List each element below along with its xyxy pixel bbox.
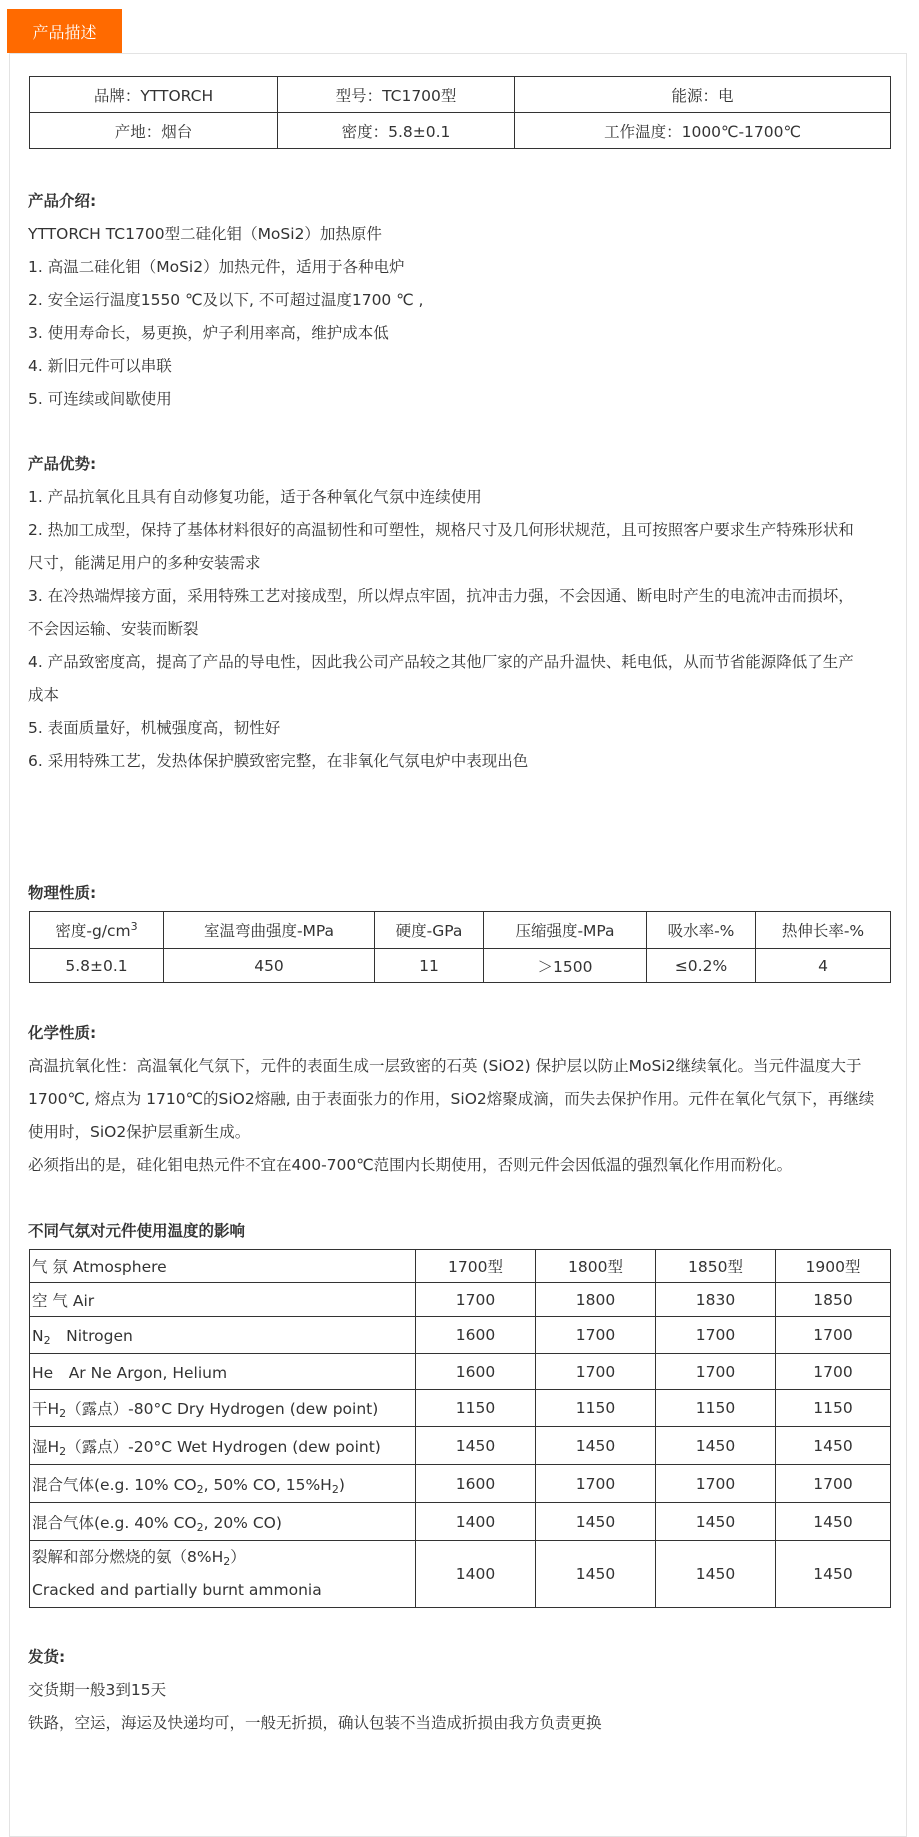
table-row — [30, 1354, 891, 1390]
shipping-title: 发货: — [28, 1648, 66, 1666]
spec-table — [29, 76, 891, 149]
col-bend-strength: 室温弯曲强度-MPa — [164, 912, 375, 949]
atmos-val: 1700 — [656, 1317, 776, 1354]
atmos-val: 1400 — [416, 1503, 536, 1541]
atmos-val: 1700 — [536, 1354, 656, 1390]
table-row — [30, 1283, 891, 1317]
col-hardness: 硬度-GPa — [375, 912, 484, 949]
table-row — [30, 1390, 891, 1427]
col-compressive: 压缩强度-MPa — [484, 912, 647, 949]
advantages-title: 产品优势: — [28, 455, 97, 473]
table-row — [30, 1465, 891, 1503]
atmos-val: 1850 — [776, 1283, 891, 1317]
advantages-line: 不会因运输、安装而断裂 — [28, 620, 199, 638]
atmos-header: 1900型 — [776, 1250, 891, 1283]
atmos-val: 1700 — [536, 1465, 656, 1503]
atmos-val: 1700 — [656, 1354, 776, 1390]
advantages-line: 4. 产品致密度高，提高了产品的导电性，因此我公司产品较之其他厂家的产品升温快、耗电低，从而节省能源降低了生产 — [28, 653, 854, 671]
advantages-line: 1. 产品抗氧化且具有自动修复功能，适于各种氧化气氛中连续使用 — [28, 488, 482, 506]
atmos-val: 1700 — [536, 1317, 656, 1354]
atmos-name: He Ar Ne Argon, Helium — [30, 1354, 416, 1390]
spec-brand: 品牌：YTTORCH — [30, 77, 278, 113]
advantages-line: 2. 热加工成型，保持了基体材料很好的高温韧性和可塑性，规格尺寸及几何形状规范，且可按照客户要求生产特殊形状和 — [28, 521, 854, 539]
spec-origin: 产地：烟台 — [30, 113, 278, 149]
atmos-val: 1450 — [536, 1427, 656, 1465]
atmos-val: 1830 — [656, 1283, 776, 1317]
atmos-val: 1450 — [776, 1427, 891, 1465]
spec-density: 密度：5.8±0.1 — [278, 113, 515, 149]
atmos-val: 1600 — [416, 1354, 536, 1390]
physical-table — [29, 911, 891, 983]
atmos-header: 1800型 — [536, 1250, 656, 1283]
tab-product-description[interactable]: 产品描述 — [7, 9, 122, 53]
atmos-name: 湿$H_2$（露点）-20°C Wet Hydrogen (dew point) — [30, 1427, 416, 1465]
atmos-val: 1700 — [776, 1465, 891, 1503]
atmos-val: 1800 — [536, 1283, 656, 1317]
atmos-val: 1700 — [776, 1317, 891, 1354]
intro-line: 4. 新旧元件可以串联 — [28, 357, 172, 375]
val-compressive: ＞1500 — [484, 949, 647, 983]
atmos-val: 1450 — [776, 1541, 891, 1608]
atmos-name: 干$H_2$（露点）-80°C Dry Hydrogen (dew point) — [30, 1390, 416, 1427]
chemical-title: 化学性质: — [28, 1024, 97, 1042]
physical-title: 物理性质: — [28, 884, 97, 902]
atmos-name: $N_2$ Nitrogen — [30, 1317, 416, 1354]
atmos-name: 裂解和部分燃烧的氨$(8\%H_2)$ Cracked and partially burnt ammonia — [30, 1541, 416, 1608]
intro-line: 2. 安全运行温度1550 ℃及以下, 不可超过温度1700 ℃ , — [28, 291, 424, 309]
atmos-val: 1450 — [536, 1541, 656, 1608]
chemical-line: 必须指出的是，硅化钼电热元件不宜在400-700℃范围内长期使用，否则元件会因低温的强烈氧化作用而粉化。 — [28, 1156, 793, 1174]
advantages-line: 尺寸，能满足用户的多种安装需求 — [28, 554, 261, 572]
intro-title: 产品介绍: — [28, 192, 97, 210]
advantages-line: 3. 在冷热端焊接方面，采用特殊工艺对接成型，所以焊点牢固，抗冲击力强，不会因通、断电时产生的电流冲击而损坏， — [28, 587, 854, 605]
atmos-val: 1150 — [416, 1390, 536, 1427]
table-row — [30, 1317, 891, 1354]
atmos-header: 气 氛 Atmosphere — [30, 1250, 416, 1283]
table-row — [30, 1427, 891, 1465]
table-row — [30, 1541, 891, 1608]
val-expansion: 4 — [756, 949, 891, 983]
atmos-val: 1600 — [416, 1465, 536, 1503]
spec-temp: 工作温度：1000℃-1700℃ — [515, 113, 891, 149]
atmos-header: 1850型 — [656, 1250, 776, 1283]
atmos-name: 空 气 Air — [30, 1283, 416, 1317]
atmos-val: 1700 — [416, 1283, 536, 1317]
col-expansion: 热伸长率-% — [756, 912, 891, 949]
val-water: ≤0.2% — [647, 949, 756, 983]
col-density: 密度$-g/cm^3$ — [30, 912, 164, 949]
atmos-title: 不同气氛对元件使用温度的影响 — [28, 1222, 246, 1240]
atmos-name: 混合气体(e.g. 40% $CO_2$, 20% CO) — [30, 1503, 416, 1541]
atmos-val: 1450 — [416, 1427, 536, 1465]
spec-energy: 能源：电 — [515, 77, 891, 113]
atmos-val: 1400 — [416, 1541, 536, 1608]
atmos-val: 1700 — [776, 1354, 891, 1390]
advantages-line: 成本 — [28, 686, 60, 704]
chemical-line: 使用时，SiO2保护层重新生成。 — [28, 1123, 251, 1141]
shipping-line: 交货期一般3到15天 — [28, 1681, 167, 1699]
atmos-val: 1450 — [536, 1503, 656, 1541]
intro-line: 3. 使用寿命长，易更换，炉子利用率高，维护成本低 — [28, 324, 389, 342]
val-density: 5.8±0.1 — [30, 949, 164, 983]
intro-line: 1. 高温二硅化钼（MoSi2）加热元件，适用于各种电炉 — [28, 258, 405, 276]
atmos-val: 1700 — [656, 1465, 776, 1503]
atmos-header: 1700型 — [416, 1250, 536, 1283]
atmos-val: 1150 — [656, 1390, 776, 1427]
advantages-line: 6. 采用特殊工艺，发热体保护膜致密完整，在非氧化气氛电炉中表现出色 — [28, 752, 529, 770]
atmos-val: 1450 — [776, 1503, 891, 1541]
advantages-line: 5. 表面质量好，机械强度高，韧性好 — [28, 719, 281, 737]
table-row — [30, 1503, 891, 1541]
chemical-line: 1700℃, 熔点为 1710℃的SiO2熔融, 由于表面张力的作用，SiO2熔聚成滴，而失去保护作用。元件在氧化气氛下，再继续 — [28, 1090, 875, 1108]
atmos-val: 1150 — [776, 1390, 891, 1427]
shipping-line: 铁路，空运，海运及快递均可，一般无折损，确认包装不当造成折损由我方负责更换 — [28, 1714, 602, 1732]
atmos-val: 1450 — [656, 1503, 776, 1541]
atmos-name: 混合气体(e.g. 10% $CO_2$, 50% CO, $15\%H_2$) — [30, 1465, 416, 1503]
spec-model: 型号：TC1700型 — [278, 77, 515, 113]
atmos-val: 1150 — [536, 1390, 656, 1427]
val-hardness: 11 — [375, 949, 484, 983]
atmos-val: 1450 — [656, 1427, 776, 1465]
intro-line: 5. 可连续或间歇使用 — [28, 390, 172, 408]
val-bend-strength: 450 — [164, 949, 375, 983]
atmosphere-table — [29, 1249, 891, 1608]
intro-line: YTTORCH TC1700型二硅化钼（MoSi2）加热原件 — [28, 225, 382, 243]
col-water: 吸水率-% — [647, 912, 756, 949]
chemical-line: 高温抗氧化性：高温氧化气氛下，元件的表面生成一层致密的石英 (SiO2) 保护层以防止MoSi2继续氧化。当元件温度大于 — [28, 1057, 862, 1075]
atmos-val: 1600 — [416, 1317, 536, 1354]
atmos-val: 1450 — [656, 1541, 776, 1608]
